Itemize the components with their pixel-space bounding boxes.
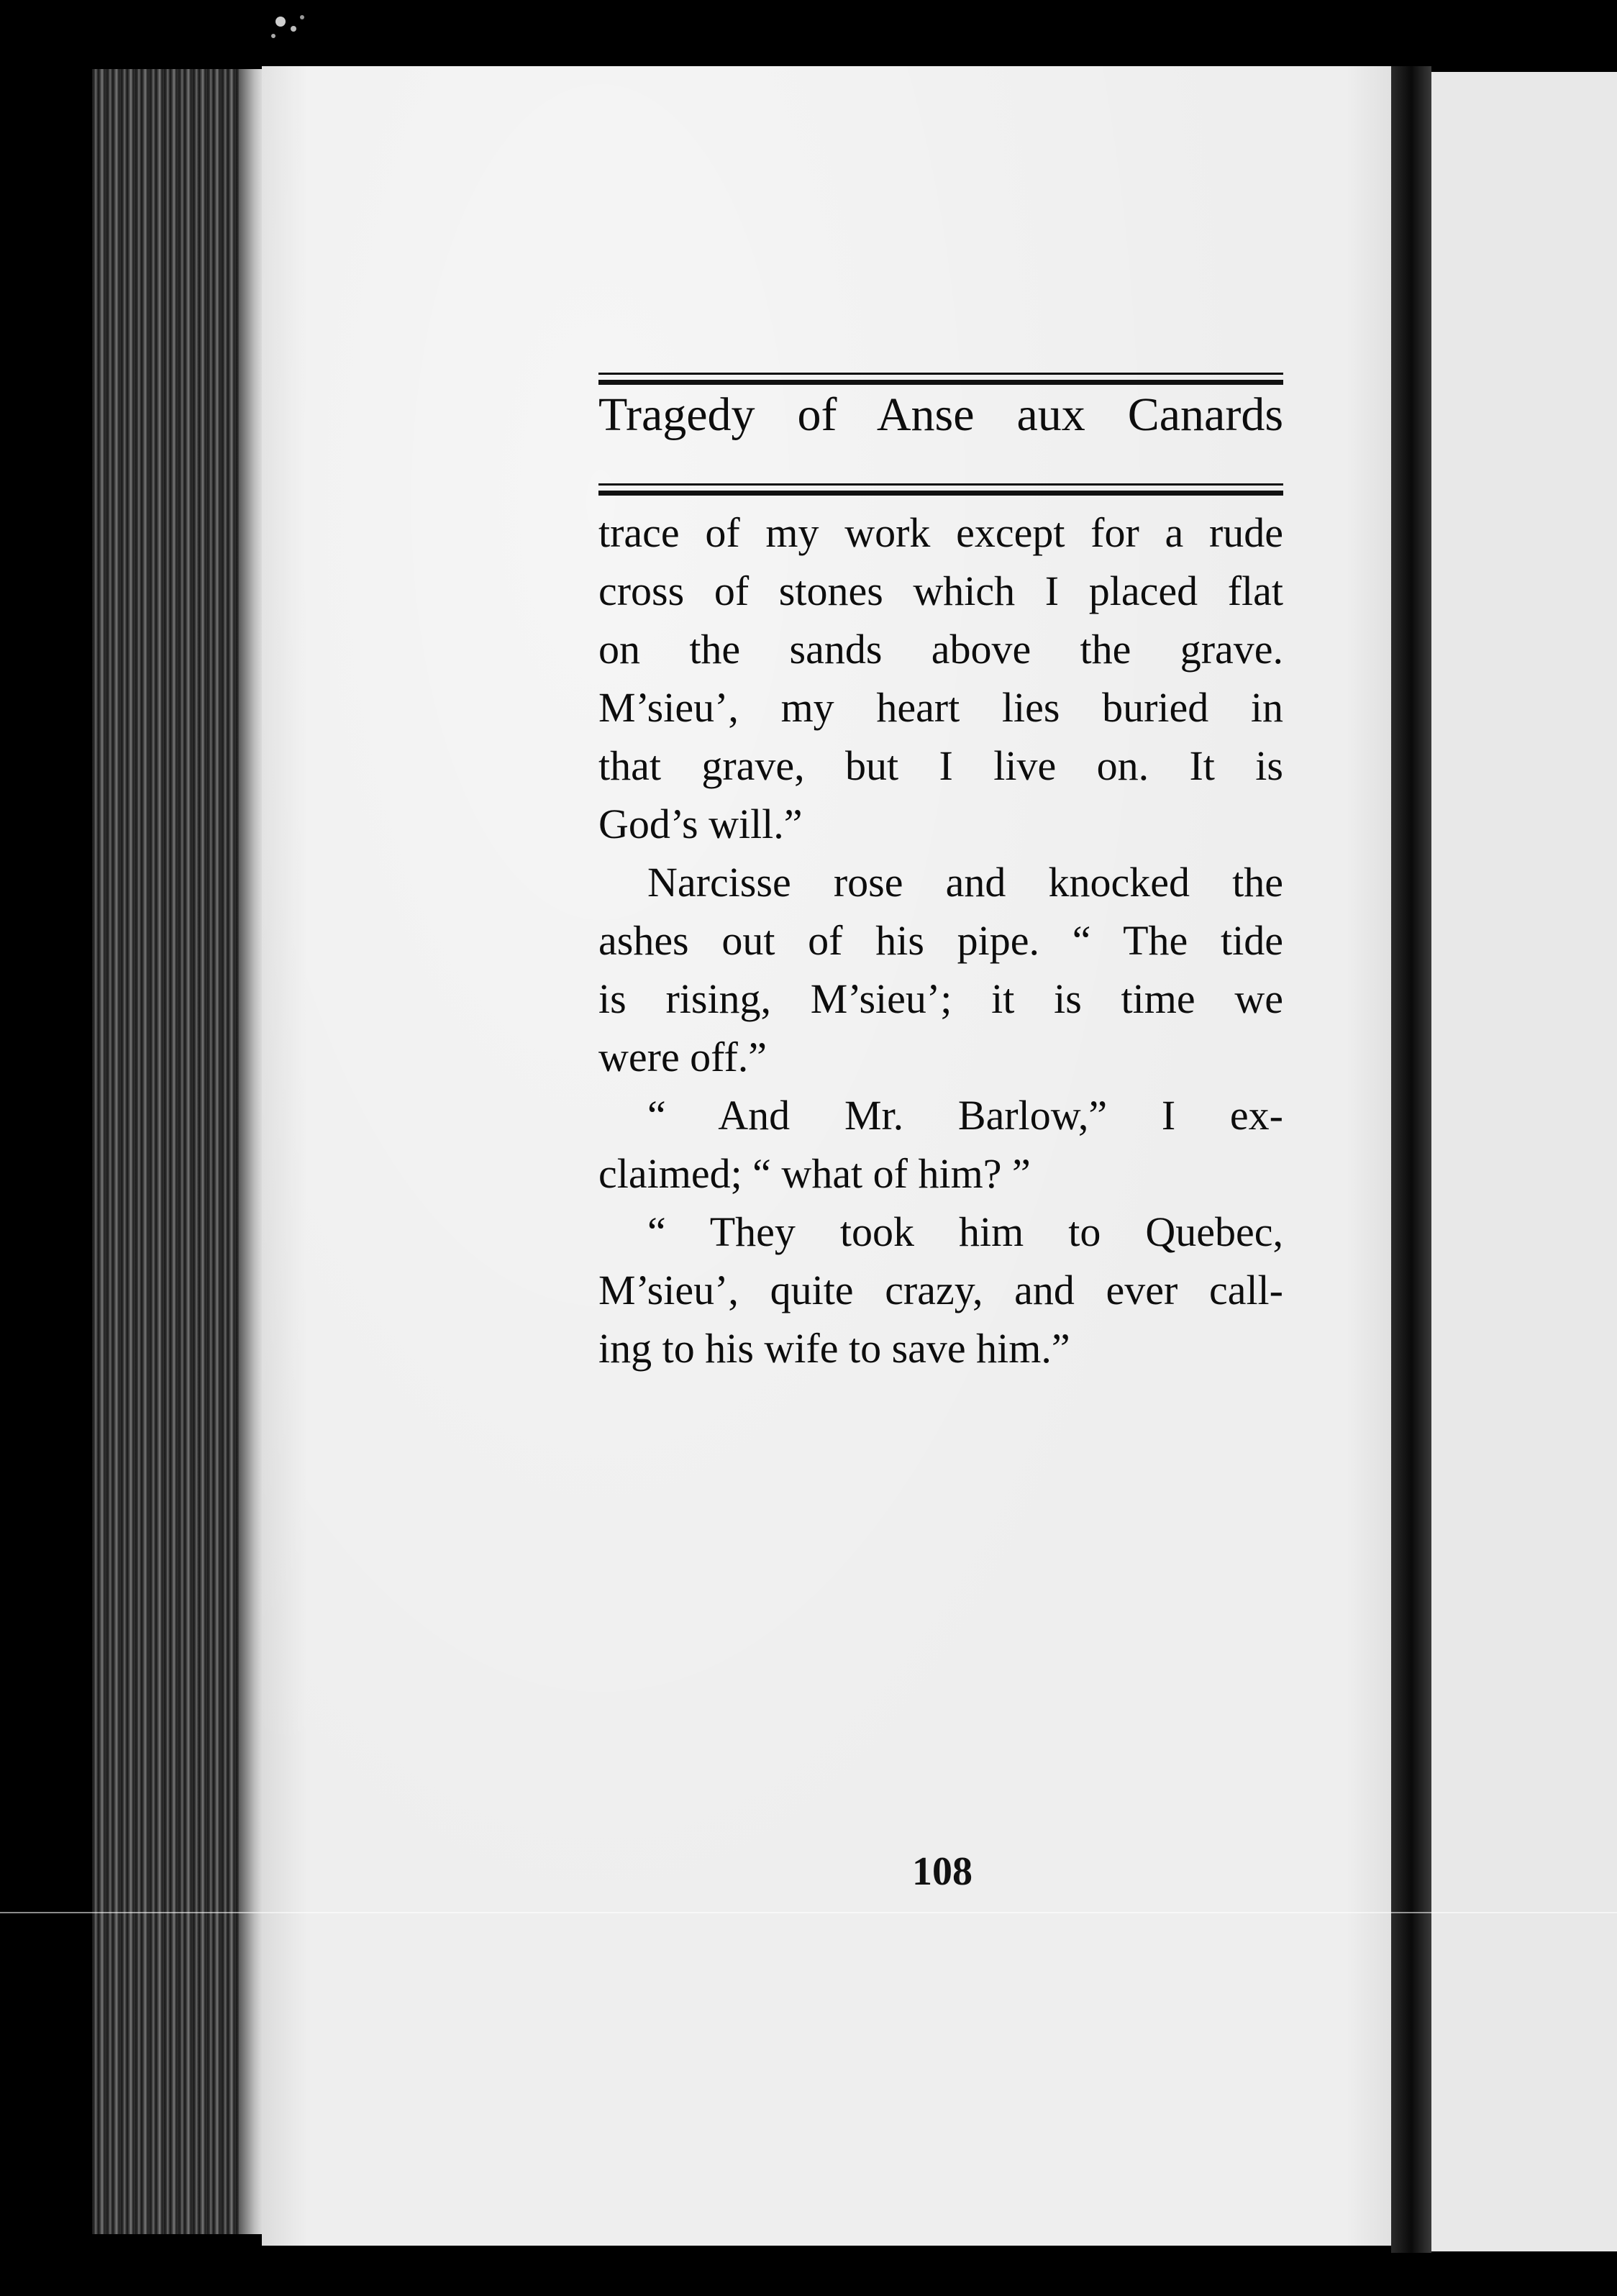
text-line: “ They took him to Quebec, bbox=[647, 1208, 1283, 1255]
page-number: 108 bbox=[912, 1849, 973, 1894]
page-edges bbox=[92, 69, 265, 2234]
head-rule-thick bbox=[598, 491, 1283, 496]
text-line: claimed; “ what of him? ” bbox=[598, 1150, 1031, 1197]
text-line: ing to his wife to save him.” bbox=[598, 1325, 1070, 1372]
text-line: Narcisse rose and knocked the bbox=[647, 859, 1283, 906]
next-page-edge bbox=[1431, 72, 1617, 2251]
running-head: Tragedy of Anse aux Canards bbox=[598, 388, 1283, 441]
top-rule-thin bbox=[598, 373, 1283, 375]
text-line: ashes out of his pipe. “ The tide bbox=[598, 917, 1283, 964]
book-gutter bbox=[1391, 66, 1431, 2253]
text-line: M’sieu’, my heart lies buried in bbox=[598, 684, 1283, 731]
text-line: trace of my work except for a rude bbox=[598, 509, 1283, 556]
text-line: M’sieu’, quite crazy, and ever call- bbox=[598, 1267, 1283, 1313]
scan-specks bbox=[259, 0, 360, 65]
text-line: on the sands above the grave. bbox=[598, 626, 1283, 673]
top-rule-thick bbox=[598, 380, 1283, 385]
head-rule-thin bbox=[598, 483, 1283, 486]
text-line: were off.” bbox=[598, 1034, 767, 1080]
scan-artifact-line bbox=[0, 1912, 1617, 1913]
body-text bbox=[598, 504, 1283, 1377]
text-line: is rising, M’sieu’; it is time we bbox=[598, 975, 1283, 1022]
text-line: “ And Mr. Barlow,” I ex- bbox=[647, 1092, 1283, 1139]
text-line: that grave, but I live on. It is bbox=[598, 742, 1283, 789]
text-line: God’s will.” bbox=[598, 801, 803, 847]
text-line: cross of stones which I placed flat bbox=[598, 568, 1283, 614]
